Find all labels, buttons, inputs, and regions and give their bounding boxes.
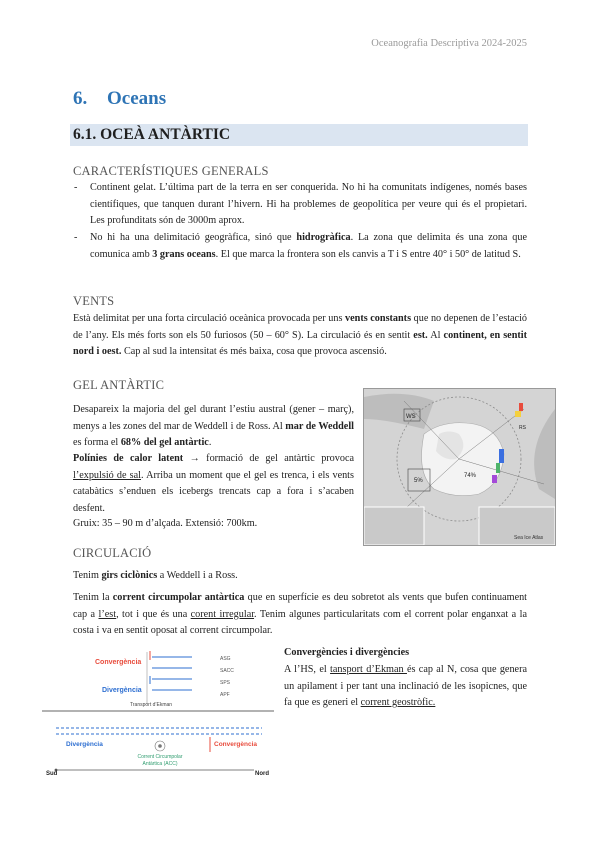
map-graphic [364,389,555,545]
general-bullet-2: - No hi ha una delimitació geogràfica, sinó que hidrogràfica. La zona que delimita és una zona que comunica amb 3 grans oceans. El que marca la frontera son els canvis a T i S entre 40° i 50° de latitud S. [90,230,527,263]
winds-heading: VENTS [73,294,115,308]
running-header: Oceanografia Descriptiva 2024-2025 [371,38,527,49]
ekman-diagram [42,648,274,778]
acc-label-1: Corrent Circumpolar [137,754,183,760]
axis-sud: Sud [46,771,58,777]
polinies-paragraph: Polínies de calor latent → formació de gel antàrtic provoca l’expulsió de sal. Arriba un moment que el gel es trenca, i els vents catabàtics s’enduen els icebergs trencats cap a fora i s’acaben desfent. [73,453,355,514]
diagram-convergencia-bottom: Convergència [214,741,257,748]
circulation-heading: CIRCULACIÓ [73,546,152,560]
conv-paragraph: A l’HS, el tansport d’Ekman és cap al N, cosa que genera un apilament i per tant una inclinació de les isopicnes, que fa que es generi el corrent geostròfic. [284,664,527,709]
chapter-number: 6. [73,88,88,109]
ice-paragraph: Desapareix la majoria del gel durant l’estiu austral (gener – març), menys a les zones del mar de Weddell i de Ross. Al mar de Weddell es forma el 68% del gel antàrtic. [73,404,354,449]
front-label-2: SACC [220,668,234,674]
ice-heading: GEL ANTÀRTIC [73,378,165,392]
map-label-rs: RS [519,425,526,431]
acc-label-2: Antàrtica (ACC) [142,761,178,767]
general-heading: CARACTERÍSTIQUES GENERALS [73,164,269,178]
chapter-title: Oceans [107,88,167,109]
diagram-convergencia-top: Convergència [95,659,142,666]
general-bullet-1: - Continent gelat. L’última part de la terra en ser conquerida. No hi ha comunitats indígenes, només bases científiques, que tanquen durant l’hivern. Hi ha problemes de geopolítica per veure qui és el propietari. Les profunditats són de 3000m aprox. [90,180,527,230]
diagram-transport: Transport d’Ekman [130,702,173,708]
chapter-heading [73,88,166,110]
map-label-74: 74% [464,473,477,479]
winds-paragraph: Està delimitat per una forta circulació oceànica provocada per uns vents constants que no depenen de l’estació de l’any. Els més forts son els 50 furiosos (50 – 60° S). La circulació és en sentit est. Al continent, en sentit nord i oest. Cap al sud la intensitat és més baixa, cosa que provoca ascensió. [73,313,527,358]
conv-heading: Convergències i divergències [284,647,410,658]
front-label-1: ASG [220,656,231,662]
ice-thickness: Gruix: 35 – 90 m d’alçada. Extensió: 700km. [73,518,258,529]
axis-nord: Nord [255,771,269,777]
map-label-5: 5% [414,478,423,484]
ekman-diagram-svg [42,648,274,778]
front-label-4: APF [220,692,230,698]
front-label-3: SPS [220,680,231,686]
diagram-divergencia-top: Divergència [102,687,142,694]
diagram-divergencia-bottom: Divergència [66,741,103,748]
map-credit: Sea Ice Atlas [514,535,544,541]
map-label-ws: WS [406,414,416,420]
circulation-sentence: Tenim girs ciclònics a Weddell i a Ross. [73,570,238,581]
sea-ice-map [363,388,556,546]
circulation-paragraph: Tenim la corrent circumpolar antàrtica que en superfície es deu sobretot als vents que bufen continuament cap a l’est, tot i que és una corent irregular. Tenim algunes particularitats com el corrent polar enganxat a la costa i va en sentit oposat al corrent circumpolar. [73,592,528,637]
section-heading: 6.1. OCEÀ ANTÀRTIC [70,124,528,146]
